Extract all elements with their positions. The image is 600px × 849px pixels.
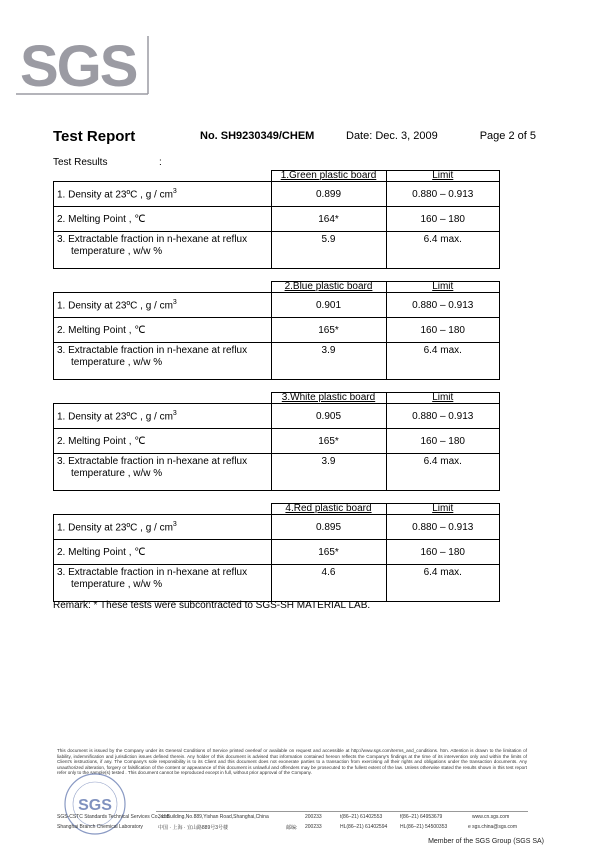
results-table-blue	[53, 281, 500, 380]
address-en: 3rd Building,No.889,Yishan Road,Shanghai,China	[158, 814, 269, 820]
sgs-logo-text: SGS	[20, 34, 137, 99]
property-extractable: 3. Extractable fraction in n-hexane at reflux temperature , w/w %	[54, 565, 272, 602]
results-table-red	[53, 503, 500, 602]
limit-value: 0.880 – 0.913	[386, 182, 500, 207]
report-title: Test Report	[53, 128, 136, 145]
sgs-logo	[16, 28, 156, 100]
table-row	[54, 540, 500, 565]
report-date: Date: Dec. 3, 2009	[346, 130, 438, 142]
table-row	[54, 429, 500, 454]
table-row	[54, 318, 500, 343]
company-name-en: SGS-CSTC Standards Technical Services Co., Ltd.	[57, 814, 171, 820]
table-row	[54, 515, 500, 540]
table-row	[54, 232, 500, 269]
table-row	[54, 293, 500, 318]
property-density: 1. Density at 23ºC , g / $cm^3$	[54, 404, 272, 429]
result-value: 0.895	[271, 515, 386, 540]
result-value: 4.6	[271, 565, 386, 602]
result-value: 164*	[271, 207, 386, 232]
limit-value: 6.4 max.	[386, 232, 500, 269]
table-row	[54, 207, 500, 232]
property-melting-point: 2. Melting Point , ℃	[54, 540, 272, 565]
footer-divider	[156, 811, 528, 812]
limit-value: 0.880 – 0.913	[386, 293, 500, 318]
test-results-colon: :	[159, 157, 162, 168]
postcode-label-cn: 邮编:	[286, 825, 298, 831]
fax-cn: HL(86–21) 54500353	[400, 824, 448, 830]
postcode-cn: 200233	[305, 824, 322, 830]
result-value: 0.905	[271, 404, 386, 429]
result-value: 5.9	[271, 232, 386, 269]
report-header	[53, 130, 536, 150]
limit-value: 6.4 max.	[386, 343, 500, 380]
property-melting-point: 2. Melting Point , ℃	[54, 207, 272, 232]
limit-value: 160 – 180	[386, 429, 500, 454]
result-value: 3.9	[271, 454, 386, 491]
report-number: No. SH9230349/CHEM	[200, 130, 315, 142]
sample-header: 2.Blue plastic board	[284, 281, 373, 292]
sample-header: 3.White plastic board	[281, 392, 376, 403]
remark-note: Remark: * These tests were subcontracted to SGS-SH MATERIAL LAB.	[53, 600, 371, 611]
sample-header: 1.Green plastic board	[280, 170, 377, 181]
result-value: 165*	[271, 318, 386, 343]
sample-header: 4.Red plastic board	[285, 503, 372, 514]
email-link[interactable]: e sgs.china@sgs.com	[468, 824, 517, 830]
limit-value: 0.880 – 0.913	[386, 515, 500, 540]
limit-value: 160 – 180	[386, 207, 500, 232]
property-density: 1. Density at 23ºC , g / $cm^3$	[54, 515, 272, 540]
limit-header: Limit	[432, 503, 454, 514]
result-value: 3.9	[271, 343, 386, 380]
property-extractable: 3. Extractable fraction in n-hexane at reflux temperature , w/w %	[54, 232, 272, 269]
seal-text: SGS	[78, 797, 112, 814]
limit-value: 0.880 – 0.913	[386, 404, 500, 429]
table-row	[54, 565, 500, 602]
property-extractable: 3. Extractable fraction in n-hexane at reflux temperature , w/w %	[54, 454, 272, 491]
limit-value: 160 – 180	[386, 318, 500, 343]
limit-header: Limit	[432, 170, 454, 181]
address-cn: 中国 · 上海 · 宜山路889号3号楼	[158, 825, 229, 831]
result-value: 165*	[271, 540, 386, 565]
table-row	[54, 182, 500, 207]
fax: f(86–21) 64953679	[400, 814, 443, 820]
website-link[interactable]: www.cn.sgs.com	[472, 814, 510, 820]
limit-header: Limit	[432, 392, 454, 403]
postcode-en: 200233	[305, 814, 322, 820]
table-row	[54, 454, 500, 491]
result-value: 0.901	[271, 293, 386, 318]
member-note: Member of the SGS Group (SGS SA)	[428, 838, 544, 845]
limit-header: Limit	[432, 281, 454, 292]
result-value: 0.899	[271, 182, 386, 207]
property-melting-point: 2. Melting Point , ℃	[54, 318, 272, 343]
result-value: 165*	[271, 429, 386, 454]
results-table-green	[53, 170, 500, 269]
limit-value: 6.4 max.	[386, 454, 500, 491]
page-indicator: Page 2 of 5	[479, 130, 536, 142]
property-extractable: 3. Extractable fraction in n-hexane at reflux temperature , w/w %	[54, 343, 272, 380]
table-row	[54, 343, 500, 380]
property-density: 1. Density at 23ºC , g / $cm^3$	[54, 293, 272, 318]
table-row	[54, 404, 500, 429]
results-table-white	[53, 392, 500, 491]
telephone: t(86–21) 61402553	[340, 814, 383, 820]
property-density: 1. Density at 23ºC , g / $cm^3$	[54, 182, 272, 207]
test-results-label: Test Results	[53, 157, 108, 168]
limit-value: 6.4 max.	[386, 565, 500, 602]
property-melting-point: 2. Melting Point , ℃	[54, 429, 272, 454]
limit-value: 160 – 180	[386, 540, 500, 565]
telephone-cn: HL(86–21) 61402594	[340, 824, 388, 830]
company-name-cn: Shanghai Branch Chemical Laboratory	[57, 824, 143, 830]
legal-disclaimer: This document is issued by the Company under its General Conditions of Service printed overleaf or available on request and accessible at http://www.sgs.com/terms_and_conditions. htm. Attention is drawn to the limitation of liability, indemnification and jurisdiction issues defined therein. Any holder of this document is advised that information contained hereon reflects the Company's findings at the time of its intervention only and within the limits of Client's instructions, if any. The Company's sole responsibility is to its Client and this document does not exonerate parties to a transaction from exercising all their rights and obligations under the transaction documents. Any unauthorized alteration, forgery or falsification of the content or appearance of this document is unlawful and offenders may be prosecuted to the fullest extent of the law. Unless otherwise stated the results shown in this test report refer only to the sample(s) tested . This document cannot be reproduced except in full, without prior approval of the Company.	[57, 748, 527, 776]
